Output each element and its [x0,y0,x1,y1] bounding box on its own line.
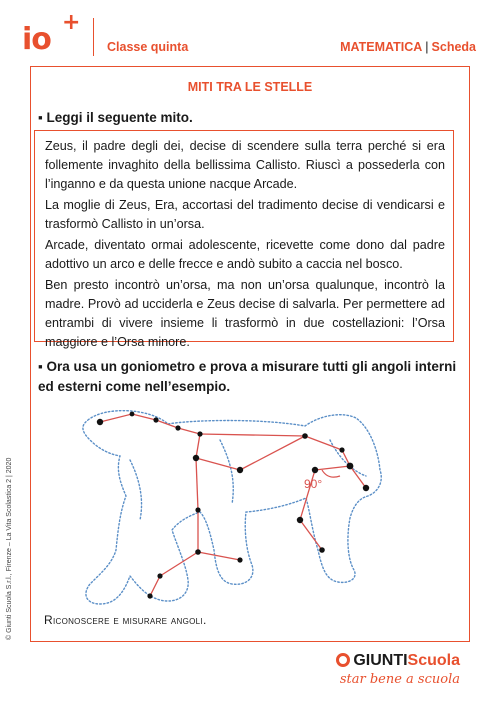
instruction-read: ▪ Leggi il seguente mito. [38,110,193,125]
giunti-g-icon [336,653,350,667]
right-angle-marker [322,470,340,477]
constellation-lines [100,414,366,596]
io-logo [22,10,80,57]
copyright-vertical [6,457,20,640]
ursa-major-constellation [60,400,390,610]
story-box [34,130,454,349]
subject-header [340,40,476,54]
copyright-text: © Giunti Scuola S.r.l., Firenze – La Vita Scolastica 2 | 2020 [6,457,13,640]
giunti-scuola-logo [336,652,460,670]
skill-objective: Riconoscere e misurare angoli. [44,613,207,627]
story-paragraph: Ben presto incontrò un’orsa, ma non un’orsa qualunque, incontrò la madre. Provò ad ucciderla e Zeus decise di salvarla. Per permettere ad entrambi di vivere insieme li trasformò in due costellazioni: l’Orsa maggiore e l’Orsa minore. [45,278,445,349]
story-paragraph: Arcade, diventato ormai adolescente, ricevette come dono dal padre adottivo un arco e delle frecce e andò subito a caccia nel bosco. [45,238,445,271]
story-paragraph: La moglie di Zeus, Era, accortasi del tradimento decise di vendicarsi e trasformò Callisto in un’orsa. [45,198,445,231]
angle-label: 90° [304,477,323,491]
subject-separator: | [425,40,429,54]
stars [97,412,369,599]
class-label: Classe quinta [107,40,189,54]
brand-giunti: GIUNTI [353,652,408,669]
instruction-measure: ▪ Ora usa un goniometro e prova a misurare tutti gli angoli interni ed esterni come nell’esempio. [38,359,457,394]
bear-outline [83,411,381,604]
subject-label: MATEMATICA [340,40,423,54]
brand-tagline: star bene a scuola [339,672,460,687]
brand-scuola: Scuola [407,652,460,669]
page-title: MITI TRA LE STELLE [187,80,313,94]
sheet-label: Scheda [431,40,476,54]
logo-plus-icon: + [62,10,80,35]
story-paragraph: Zeus, il padre degli dei, decise di scendere sulla terra perché si era follemente invaghito della bellissima Callisto. Riuscì a possederla con l’inganno e da questa unione nacque Arcade. [45,139,445,191]
header-divider [93,18,94,56]
logo-text: io [22,22,51,57]
